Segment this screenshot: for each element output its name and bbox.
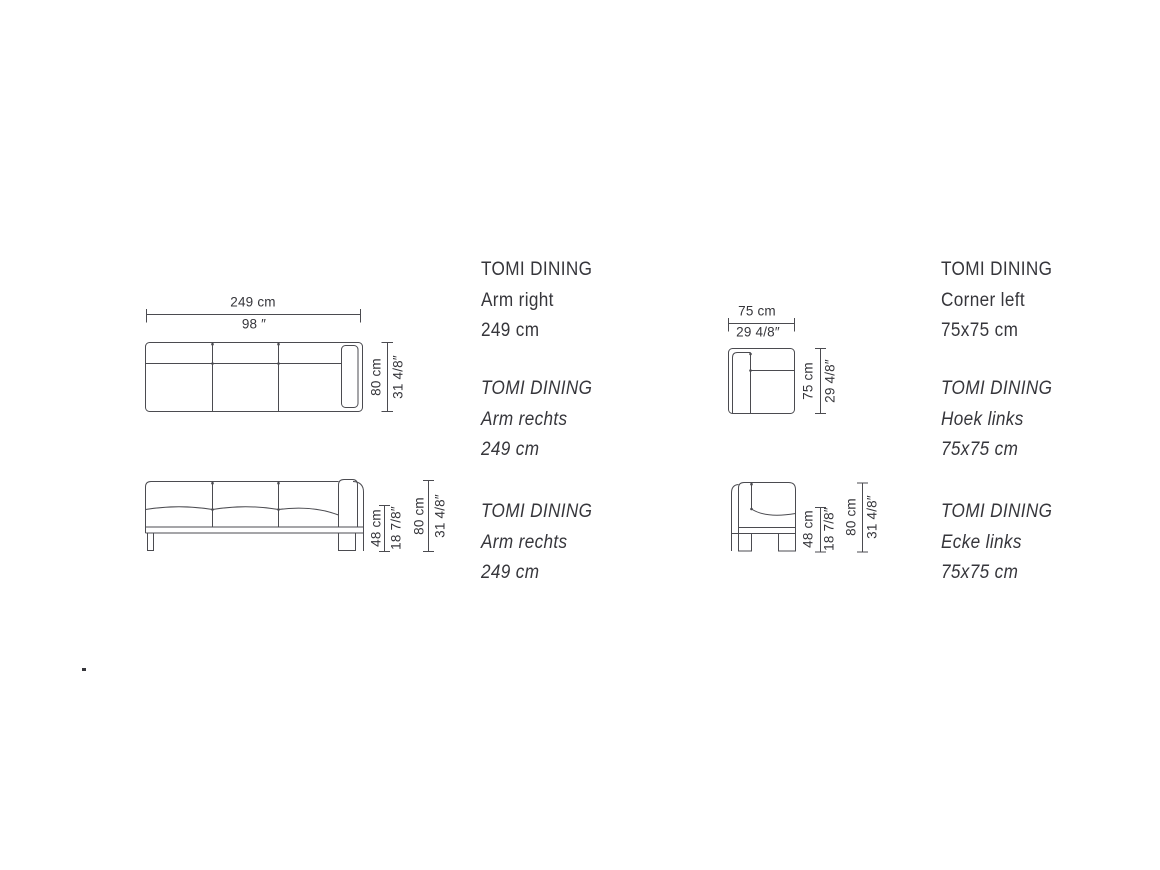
corner-seat-in-label: 18 7/8″ [821, 507, 837, 551]
sofa-height-cm-label: 80 cm [411, 497, 427, 535]
sofa-depth-in-label: 31 4/8″ [390, 355, 406, 399]
product-title: TOMI DINING [481, 258, 593, 280]
product-variant: Arm right [481, 288, 554, 311]
corner-seat-cm-label: 48 cm [800, 510, 816, 548]
sofa-height-in-label: 31 4/8″ [432, 494, 448, 538]
sofa-label-block-en [481, 254, 592, 346]
product-title: TOMI DINING [481, 500, 593, 522]
sofa-label-block-nl [481, 373, 592, 465]
product-variant: Hoek links [941, 407, 1024, 430]
stray-page-mark [82, 668, 86, 671]
sofa-depth-cm-label: 80 cm [368, 358, 384, 396]
product-variant: Corner left [941, 288, 1025, 311]
corner-label-block-de [941, 496, 1052, 588]
sofa-seat-cm-label: 48 cm [368, 509, 384, 547]
sofa-width-in-label: 98 ″ [241, 316, 267, 332]
product-variant: Arm rechts [481, 530, 568, 553]
product-variant: Ecke links [941, 530, 1022, 553]
corner-depth-in-label: 29 4/8″ [822, 359, 838, 403]
sofa-top-view-drawing [146, 343, 363, 412]
product-size: 75x75 cm [941, 319, 1019, 341]
sofa-width-cm-label: 249 cm [230, 294, 276, 310]
corner-label-block-nl [941, 373, 1052, 465]
corner-height-cm-label: 80 cm [843, 498, 859, 536]
product-size: 75x75 cm [941, 561, 1019, 583]
sofa-seat-in-label: 18 7/8″ [388, 506, 404, 550]
product-title: TOMI DINING [941, 500, 1053, 522]
product-title: TOMI DINING [941, 258, 1053, 280]
corner-height-in-label: 31 4/8″ [864, 495, 880, 539]
sofa-front-view-drawing [146, 480, 364, 552]
product-variant: Arm rechts [481, 407, 568, 430]
product-size: 75x75 cm [941, 438, 1019, 460]
product-size: 249 cm [481, 438, 540, 460]
corner-depth-cm-label: 75 cm [800, 362, 816, 400]
corner-top-view-drawing [729, 349, 795, 414]
corner-width-in-label: 29 4/8″ [736, 324, 780, 340]
product-size: 249 cm [481, 561, 540, 583]
corner-front-view-drawing [732, 483, 796, 552]
sofa-label-block-de [481, 496, 592, 588]
product-title: TOMI DINING [481, 377, 593, 399]
product-title: TOMI DINING [941, 377, 1053, 399]
corner-label-block-en [941, 254, 1052, 346]
corner-width-cm-label: 75 cm [738, 303, 776, 319]
product-size: 249 cm [481, 319, 540, 341]
